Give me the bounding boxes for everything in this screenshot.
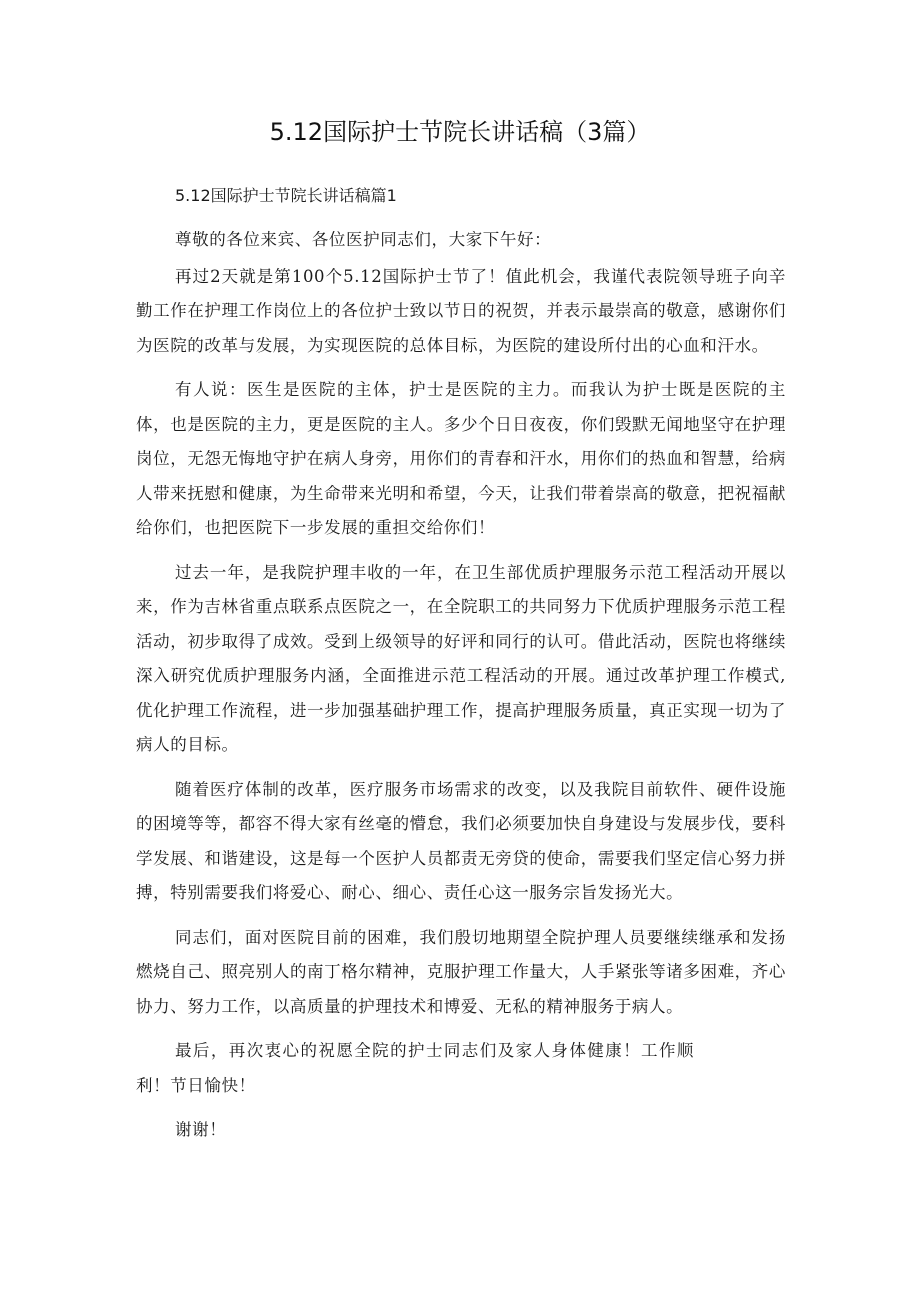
thanks-paragraph: 谢谢！ [175,1120,227,1139]
document-title: 5.12国际护士节院长讲话稿（3篇） [269,118,651,146]
section-heading: 5.12国际护士节院长讲话稿篇1 [175,186,397,205]
body-paragraph: 有人说：医生是医院的主体，护士是医院的主力。而我认为护士既是医院的主体，也是医院的主力，更是医院的主人。多少个日日夜夜，你们毁默无闻地坚守在护理岗位，无怨无悔地守护在病人身旁，用你们的青春和汗水，用你们的热血和智慧，给病人带来抚慰和健康，为生命带来光明和希望，今天，让我们带着崇高的敬意，把祝福献给你们，也把医院下一步发展的重担交给你们！ [136,380,786,537]
closing-paragraph: 最后，再次衷心的祝愿全院的护士同志们及家人身体健康！工作顺利！节日愉快！ [136,1041,694,1095]
greeting-paragraph: 尊敬的各位来宾、各位医护同志们，大家下午好： [175,230,552,249]
body-paragraph: 同志们，面对医院目前的困难，我们殷切地期望全院护理人员要继续继承和发扬燃烧自己、照亮别人的南丁格尔精神，克服护理工作量大，人手紧张等诸多困难，齐心协力、努力工作，以高质量的护理技术和博爱、无私的精神服务于病人。 [136,927,786,1016]
body-paragraph: 随着医疗体制的改革，医疗服务市场需求的改变，以及我院目前软件、硬件设施的困境等等，都容不得大家有丝毫的懵怠，我们必须要加快自身建设与发展步伐，要科学发展、和谐建设，这是每一个医护人员都责无旁贷的使命，需要我们坚定信心努力拼搏，特别需要我们将爱心、耐心、细心、责任心这一服务宗旨发扬光大。 [136,779,786,902]
body-paragraph: 再过2天就是第100个5.12国际护士节了！值此机会，我谨代表院领导班子向辛勤工作在护理工作岗位上的各位护士致以节日的祝贺，并表示最崇高的敬意，感谢你们为医院的改革与发展，为实现医院的总体目标，为医院的建设所付出的心血和汗水。 [136,266,786,355]
body-paragraph: 过去一年，是我院护理丰收的一年，在卫生部优质护理服务示范工程活动开展以来，作为吉林省重点联系点医院之一，在全院职工的共同努力下优质护理服务示范工程活动，初步取得了成效。受到上级领导的好评和同行的认可。借此活动，医院也将继续深入研究优质护理服务内涵，全面推进示范工程活动的开展。通过改革护理工作模式,优化护理工作流程，进一步加强基础护理工作，提高护理服务质量，真正实现一切为了病人的目标。 [136,562,786,754]
document-body [136,184,786,1158]
